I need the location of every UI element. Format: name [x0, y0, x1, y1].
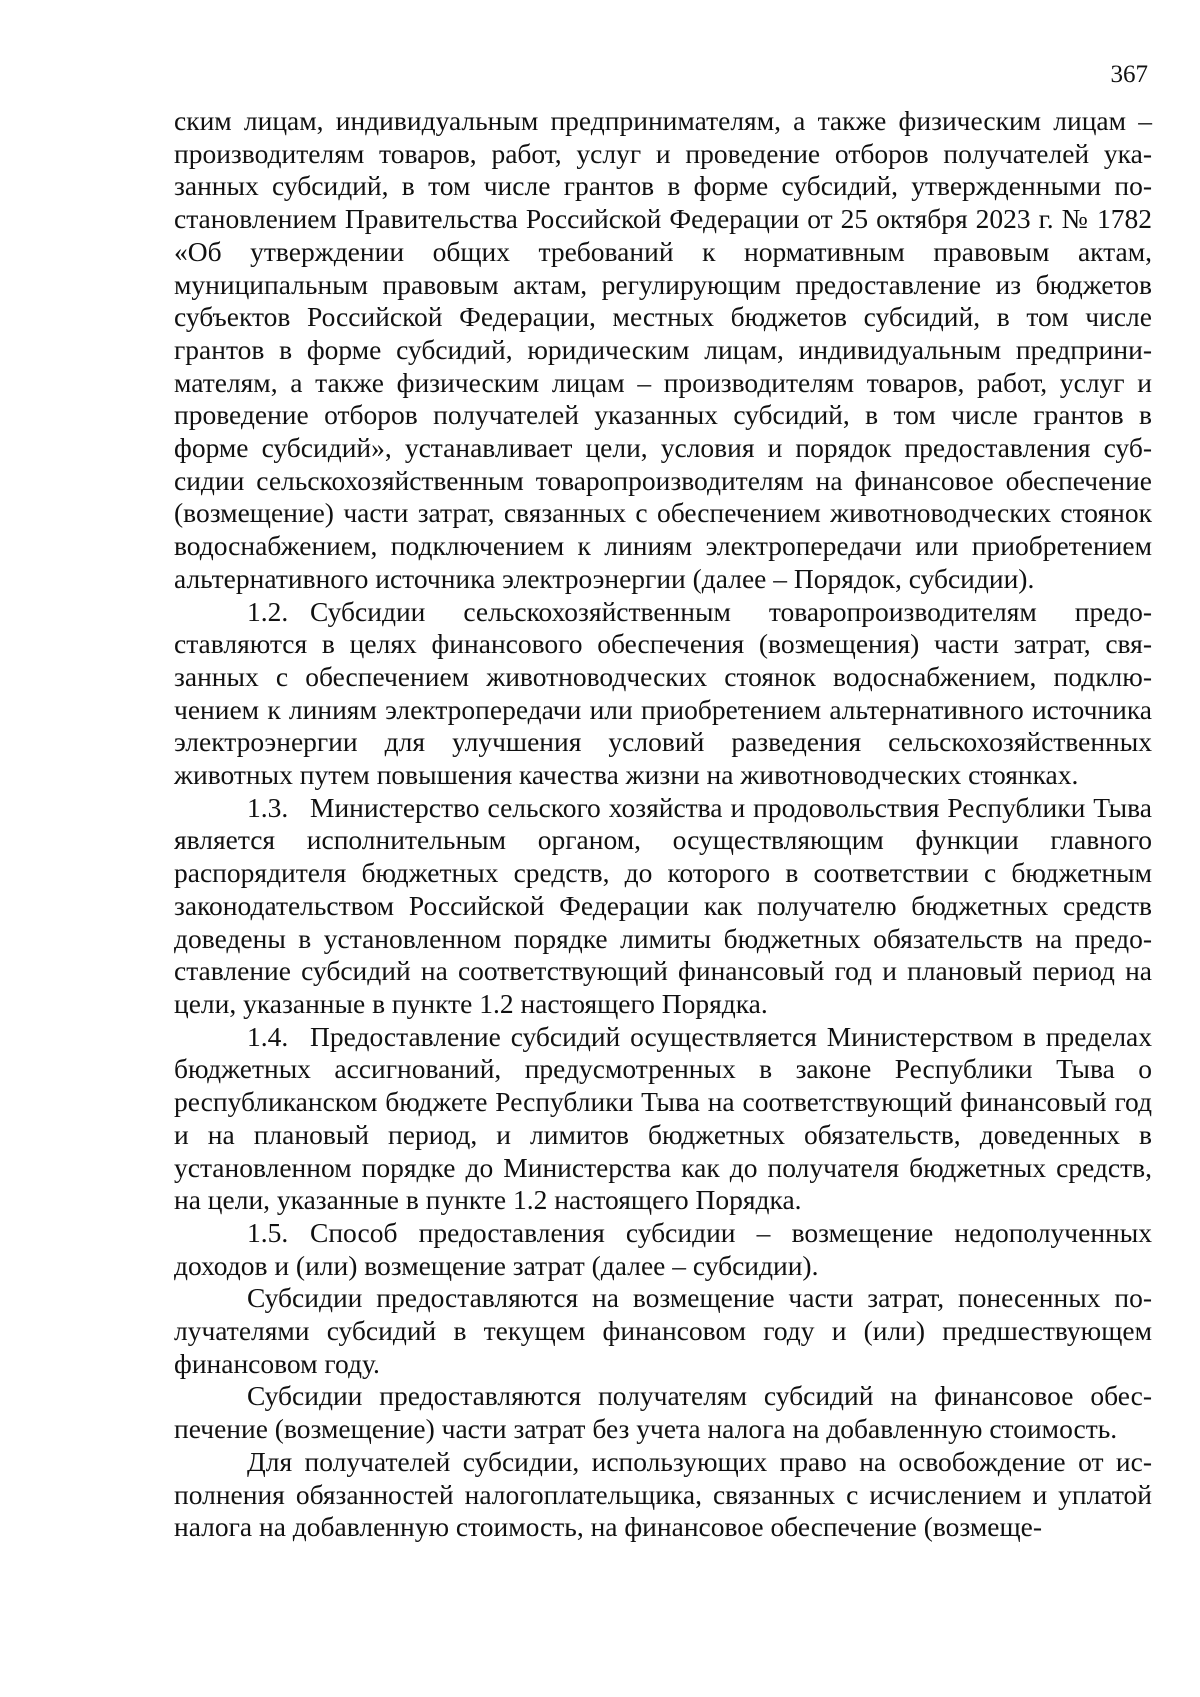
paragraph-text: ским лицам, индивидуальным предпринимателям, а также физическим лицам – производителям товаров, работ, услуг и проведение отборов получателей указанных субсидий, в том числе грантов в форме субсидий, утвержденными постановлением Правительства Российской Федерации от 25 октября 2023 г. № 1782 «Об утверждении общих требований к нормативным правовым актам, муниципальным правовым актам, регулирующим предоставление из бюджетов субъектов Российской Федерации, местных бюджетов субсидий, в том числе грантов в форме субсидий, юридическим лицам, индивидуальным предпринимателям, а также физическим лицам – производителям товаров, работ, услуг и проведение отборов получателей указанных субсидий, в том числе грантов в форме субсидий», устанавливает цели, условия и порядок предоставления субсидии сельскохозяйственным товаропроизводителям на финансовое обеспечение (возмещение) части затрат, связанных с обеспечением животноводческих стоянок водоснабжением, подключением к линиям электропередачи или приобретением альтернативного источника электроэнергии (далее – Порядок, субсидии). [174, 105, 1152, 594]
paragraph-text: Субсидии предоставляются на возмещение части затрат, понесенных получателями субсидий в текущем финансовом году и (или) предшествующем финансовом году. [174, 1282, 1152, 1379]
paragraph-text: Министерство сельского хозяйства и продовольствия Республики Тыва является исполнительным органом, осуществляющим функции главного распорядителя бюджетных средств, до которого в соответствии с бюджетным законодательством Российской Федерации как получателю бюджетных средств доведены в установленном порядке лимиты бюджетных обязательств на предоставление субсидий на соответствующий финансовый год и плановый период на цели, указанные в пункте 1.2 настоящего Порядка. [174, 791, 1152, 1019]
paragraph-1-3 [174, 792, 1152, 1021]
paragraph-vat [174, 1380, 1152, 1445]
paragraph-text: Предоставление субсидий осуществляется Министерством в пределах бюджетных ассигнований, предусмотренных в законе Республики Тыва о республиканском бюджете Республики Тыва на соответствующий финансовый год и на плановый период, и лимитов бюджетных обязательств, доведенных в установленном порядке до Министерства как до получателя бюджетных средств, на цели, указанные в пункте 1.2 настоящего Порядка. [174, 1020, 1152, 1216]
paragraph-vat-exemption [174, 1446, 1152, 1544]
page-number: 367 [1110, 61, 1148, 88]
paragraph-text: Субсидии сельскохозяйственным товаропроизводителям предоставляются в целях финансового обеспечения (возмещения) части затрат, связанных с обеспечением животноводческих стоянок водоснабжением, подключением к линиям электропередачи или приобретением альтернативного источника электроэнергии для улучшения условий разведения сельскохозяйственных животных путем повышения качества жизни на животноводческих стоянках. [174, 595, 1152, 791]
paragraph-1-4 [174, 1021, 1152, 1217]
paragraph-1-5 [174, 1217, 1152, 1282]
paragraph-number: 1.3. [247, 791, 289, 823]
document-body [174, 105, 1152, 1544]
paragraph-number: 1.5. [247, 1216, 289, 1248]
paragraph-intro [174, 105, 1152, 596]
paragraph-1-2 [174, 596, 1152, 792]
paragraph-text: Субсидии предоставляются получателям субсидий на финансовое обеспечение (возмещение) части затрат без учета налога на добавленную стоимость. [174, 1380, 1152, 1445]
paragraph-text: Способ предоставления субсидии – возмещение недополученных доходов и (или) возмещение затрат (далее – субсидии). [174, 1216, 1152, 1281]
paragraph-number: 1.2. [247, 595, 289, 627]
paragraph-text: Для получателей субсидии, использующих право на освобождение от исполнения обязанностей налогоплательщика, связанных с исчислением и уплатой налога на добавленную стоимость, на финансовое обеспечение (возмеще- [174, 1445, 1152, 1543]
paragraph-reimbursement [174, 1282, 1152, 1380]
paragraph-number: 1.4. [247, 1020, 289, 1052]
